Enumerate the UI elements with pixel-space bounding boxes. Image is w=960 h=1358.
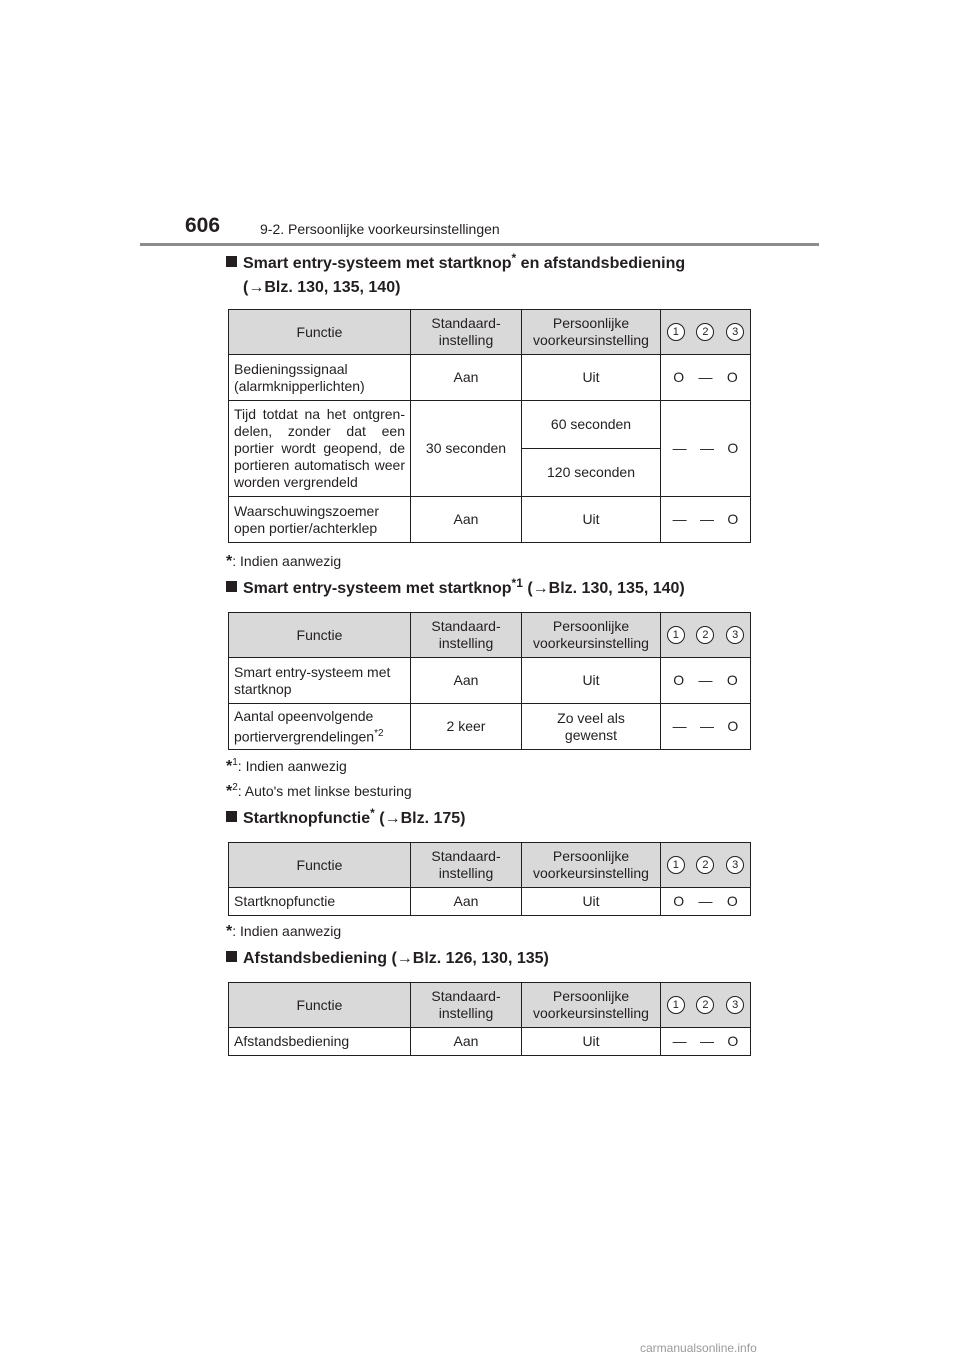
col-function: Functie <box>229 613 411 658</box>
col-pref: Persoonlijke voorkeursinstelling <box>522 613 661 658</box>
section2-heading: Smart entry-systeem met startknop$^{*1}$ (→Blz. 130, 135, 140) <box>226 578 685 600</box>
col-function: Functie <box>229 843 411 888</box>
col-function: Functie <box>229 983 411 1028</box>
table-row: Bedieningssignaal (alarmknipperlichten) Aan Uit O — O <box>229 355 751 401</box>
table-header-row <box>229 613 751 658</box>
col-circles <box>661 843 751 888</box>
circle-2-icon: 2 <box>696 626 714 644</box>
circle-3-icon: 3 <box>726 996 744 1014</box>
table-row: Smart entry-systeem met startknop Aan Uit O — O <box>229 658 751 704</box>
circle-3-icon: 3 <box>726 626 744 644</box>
footnote: *: Indien aanwezig <box>226 923 342 940</box>
table-row: 120 seconden <box>229 449 751 497</box>
col-circles <box>661 613 751 658</box>
bullet-square-icon <box>226 256 237 267</box>
table-header-row <box>229 310 751 355</box>
circle-1-icon: 1 <box>667 626 685 644</box>
running-header: 9-2. Persoonlijke voorkeursinstellingen <box>260 221 500 237</box>
table-row: Tijd totdat na het ontgren-delen, zonder dat een portier wordt geopend, de portieren automatisch weer worden vergrendeld 30 seconden 60 seconden — — O <box>229 401 751 449</box>
table-row: Startknopfunctie Aan Uit O — O <box>229 888 751 916</box>
table-header-row <box>229 983 751 1028</box>
section4-heading: Afstandsbediening (→Blz. 126, 130, 135) <box>226 948 549 970</box>
col-function: Functie <box>229 310 411 355</box>
table-row: Aantal opeenvolgende portiervergrendelingen$^{*2}$ 2 keer Zo veel als gewenst — — O <box>229 704 751 750</box>
bullet-square-icon <box>226 811 237 822</box>
page-number: 606 <box>185 214 221 237</box>
footnote: *: Indien aanwezig <box>226 553 342 570</box>
footnote: *$^2$: Auto's met linkse besturing <box>226 782 412 800</box>
col-default: Standaard- instelling <box>411 843 522 888</box>
col-default: Standaard- instelling <box>411 983 522 1028</box>
circle-2-icon: 2 <box>696 323 714 341</box>
col-default: Standaard- instelling <box>411 613 522 658</box>
footnote: *$^1$: Indien aanwezig <box>226 757 347 775</box>
section1-table <box>228 309 751 543</box>
circle-2-icon: 2 <box>696 996 714 1014</box>
bullet-square-icon <box>226 581 237 592</box>
section4-table <box>228 982 751 1056</box>
circle-3-icon: 3 <box>726 323 744 341</box>
col-pref: Persoonlijke voorkeursinstelling <box>522 843 661 888</box>
col-circles <box>661 983 751 1028</box>
col-default: Standaard- instelling <box>411 310 522 355</box>
col-pref: Persoonlijke voorkeursinstelling <box>522 983 661 1028</box>
table-row: Afstandsbediening Aan Uit — — O <box>229 1028 751 1056</box>
col-pref: Persoonlijke voorkeursinstelling <box>522 310 661 355</box>
table-header-row <box>229 843 751 888</box>
circle-1-icon: 1 <box>667 996 685 1014</box>
section3-heading: Startknopfunctie* (→Blz. 175) <box>226 808 465 830</box>
circle-1-icon: 1 <box>667 323 685 341</box>
watermark: carmanualsonline.info <box>640 1341 757 1355</box>
circle-3-icon: 3 <box>726 856 744 874</box>
section1-heading: Smart entry-systeem met startknop* en afstandsbediening (→Blz. 130, 135, 140) <box>226 253 685 299</box>
table-row: Waarschuwingszoemer open portier/achterklep Aan Uit — — O <box>229 497 751 543</box>
bullet-square-icon <box>226 951 237 962</box>
section2-table <box>228 612 751 750</box>
header-rule <box>140 243 819 246</box>
section3-table <box>228 842 751 916</box>
col-circles <box>661 310 751 355</box>
circle-2-icon: 2 <box>696 856 714 874</box>
circle-1-icon: 1 <box>667 856 685 874</box>
